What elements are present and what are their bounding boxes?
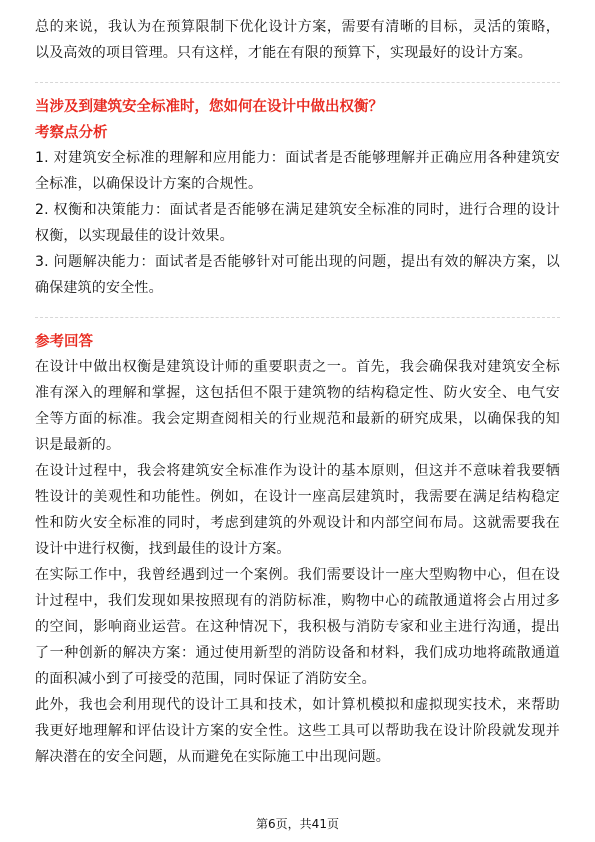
analysis-heading: 考察点分析 xyxy=(35,125,108,141)
answer-section xyxy=(35,330,560,770)
analysis-item: 1. 对建筑安全标准的理解和应用能力：面试者是否能够理解并正确应用各种建筑安全标准，以确保设计方案的合规性。 xyxy=(35,150,560,192)
question-title: 当涉及到建筑安全标准时，您如何在设计中做出权衡？ xyxy=(35,99,383,115)
intro-paragraph: 总的来说，我认为在预算限制下优化设计方案，需要有清晰的目标，灵活的策略，以及高效的项目管理。只有这样，才能在有限的预算下，实现最好的设计方案。 xyxy=(35,19,560,61)
analysis-item: 3. 问题解决能力：面试者是否能够针对可能出现的问题，提出有效的解决方案，以确保建筑的安全性。 xyxy=(35,254,560,296)
answer-heading: 参考回答 xyxy=(35,334,93,350)
analysis-section xyxy=(35,121,560,301)
intro-section xyxy=(35,14,560,66)
section-divider xyxy=(35,82,560,83)
analysis-item: 2. 权衡和决策能力：面试者是否能够在满足建筑安全标准的同时，进行合理的设计权衡，以实现最佳的设计效果。 xyxy=(35,202,560,244)
section-divider xyxy=(35,317,560,318)
document-page xyxy=(35,14,560,770)
answer-paragraph: 在实际工作中，我曾经遇到过一个案例。我们需要设计一座大型购物中心，但在设计过程中，我们发现如果按照现有的消防标准，购物中心的疏散通道将会占用过多的空间，影响商业运营。在这种情况下，我积极与消防专家和业主进行沟通，提出了一种创新的解决方案：通过使用新型的消防设备和材料，我们成功地将疏散通道的面积减小到了可接受的范围，同时保证了消防安全。 xyxy=(35,567,560,687)
answer-paragraph: 在设计中做出权衡是建筑设计师的重要职责之一。首先，我会确保我对建筑安全标准有深入的理解和掌握，这包括但不限于建筑物的结构稳定性、防火安全、电气安全等方面的标准。我会定期查阅相关的行业规范和最新的研究成果，以确保我的知识是最新的。 xyxy=(35,359,560,453)
answer-paragraph: 在设计过程中，我会将建筑安全标准作为设计的基本原则，但这并不意味着我要牺牲设计的美观性和功能性。例如，在设计一座高层建筑时，我需要在满足结构稳定性和防火安全标准的同时，考虑到建筑的外观设计和内部空间布局。这就需要我在设计中进行权衡，找到最佳的设计方案。 xyxy=(35,463,560,557)
page-number: 第6页，共41页 xyxy=(256,817,339,831)
answer-paragraph: 此外，我也会利用现代的设计工具和技术，如计算机模拟和虚拟现实技术，来帮助我更好地理解和评估设计方案的安全性。这些工具可以帮助我在设计阶段就发现并解决潜在的安全问题，从而避免在实际施工中出现问题。 xyxy=(35,697,560,765)
